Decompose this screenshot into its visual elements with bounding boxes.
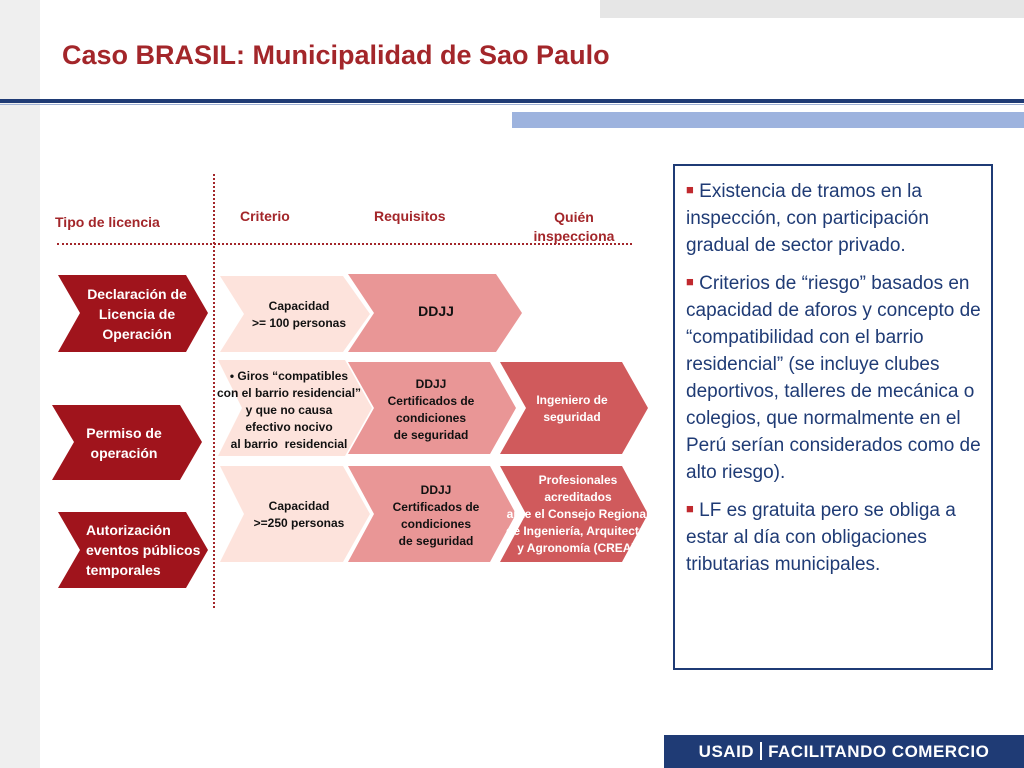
label-criterio-2: • Giros “compatibles con el barrio residencial” y que no causa efectivo nocivo al barrio residencial bbox=[216, 369, 362, 451]
label-quien-1: Ingeniero de seguridad bbox=[536, 393, 608, 424]
label-quien-2: Profesionales acreditados ante el Consejo Regional de Ingeniería, Arquitectura y Agronomía (CREA). bbox=[506, 473, 658, 555]
label-requisito-1: DDJJ bbox=[418, 303, 454, 319]
header-criterio: Criterio bbox=[240, 208, 290, 224]
page-title: Caso BRASIL: Municipalidad de Sao Paulo bbox=[62, 40, 610, 70]
footer-program: FACILITANDO COMERCIO bbox=[768, 742, 990, 761]
bullet-item bbox=[686, 268, 981, 486]
header-tipo-licencia: Tipo de licencia bbox=[55, 214, 160, 230]
label-criterio-1: Capacidad >= 100 personas bbox=[251, 299, 347, 330]
label-criterio-3: Capacidad >=250 personas bbox=[253, 499, 345, 530]
header-requisitos: Requisitos bbox=[374, 208, 446, 224]
footer-usaid: USAID bbox=[698, 742, 755, 761]
square-bullet-icon: ■ bbox=[686, 182, 694, 197]
header-quien-inspecciona: Quién inspecciona bbox=[533, 209, 615, 244]
bullet-text: Criterios de “riesgo” basados en capacidad de aforos y concepto de “compatibilidad con el barrio residencial” (se incluye clubes deportivos, talleres de mecánica o colegios, que normalmente en el Perú serían considerados como de alto riesgo). bbox=[686, 273, 981, 483]
footer-separator bbox=[760, 742, 762, 760]
bullet-text: Existencia de tramos en la inspección, con participación gradual de sector privado. bbox=[686, 181, 929, 256]
label-licencia-autorizacion: Autorización eventos públicos temporales bbox=[86, 522, 201, 578]
square-bullet-icon: ■ bbox=[686, 274, 694, 289]
bullet-item bbox=[686, 495, 981, 578]
bullet-item bbox=[686, 176, 981, 259]
label-requisito-2: DDJJ Certificados de condiciones de seguridad bbox=[387, 377, 475, 442]
bullet-text: LF es gratuita pero se obliga a estar al día con obligaciones tributarias municipales. bbox=[686, 500, 956, 575]
square-bullet-icon: ■ bbox=[686, 501, 694, 516]
label-licencia-permiso: Permiso de operación bbox=[86, 425, 162, 461]
label-licencia-declaracion: Declaración de Licencia de Operación bbox=[87, 286, 187, 342]
label-requisito-3: DDJJ Certificados de condiciones de seguridad bbox=[392, 483, 480, 548]
notes-box bbox=[673, 164, 993, 670]
footer-brand bbox=[664, 735, 1024, 768]
